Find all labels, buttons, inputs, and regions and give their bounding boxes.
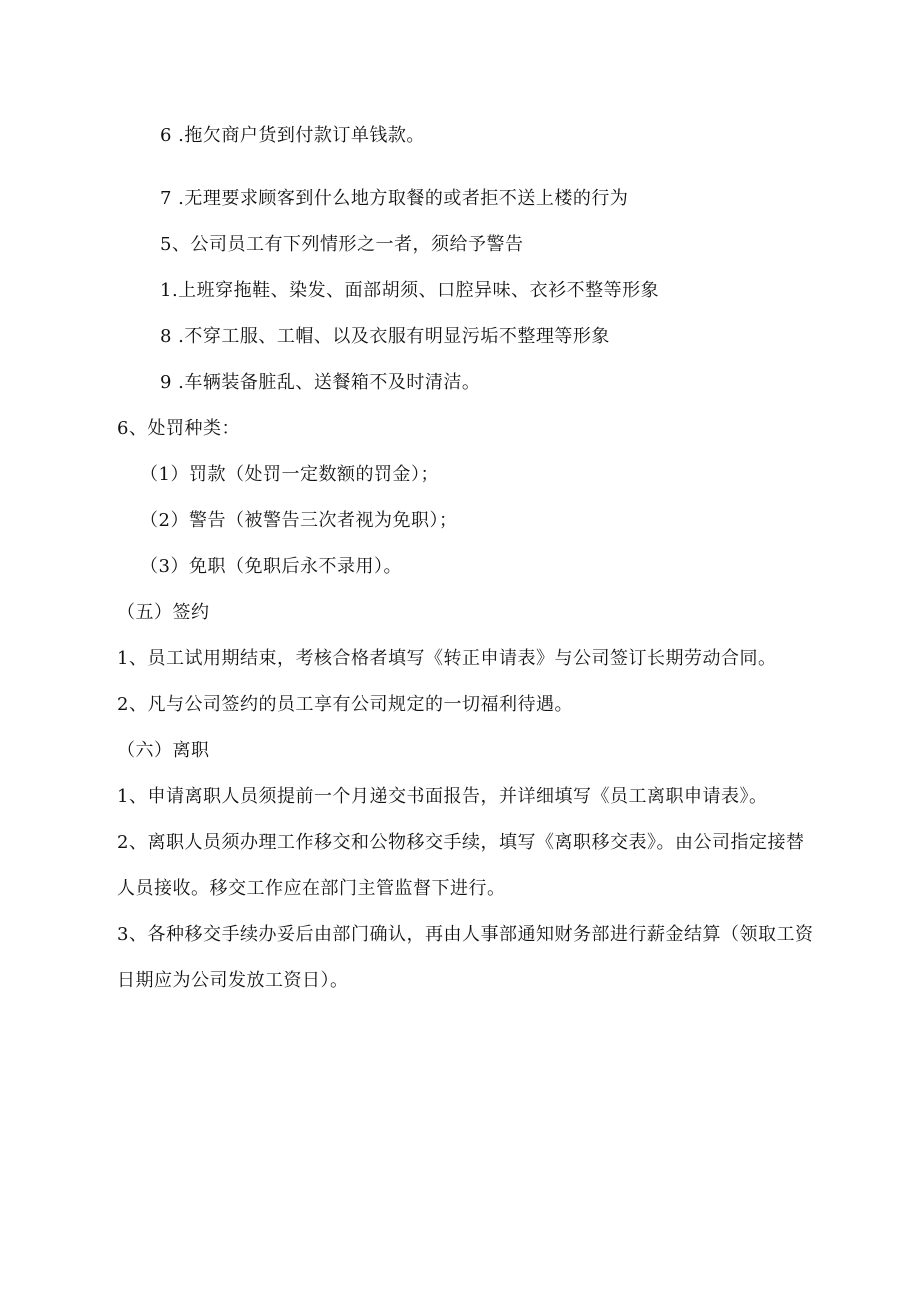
section-heading: （五）签约	[117, 602, 210, 623]
text-line: （1）罚款（处罚一定数额的罚金）；	[140, 464, 439, 485]
text-line: 2、离职人员须办理工作移交和公物移交手续，填写《离职移交表》。由公司指定接替	[117, 832, 805, 853]
text-line: （3）免职（免职后永不录用）。	[140, 556, 402, 577]
text-line: 8 .不穿工服、工帽、以及衣服有明显污垢不整理等形象	[160, 326, 610, 347]
text-line: 3、各种移交手续办妥后由部门确认，再由人事部通知财务部进行薪金结算（领取工资	[117, 924, 814, 945]
text-line: 6 .拖欠商户货到付款订单钱款。	[160, 125, 425, 146]
text-line: 1、员工试用期结束，考核合格者填写《转正申请表》与公司签订长期劳动合同。	[117, 648, 777, 669]
text-line: 5、公司员工有下列情形之一者，须给予警告	[160, 234, 524, 255]
text-line: （2）警告（被警告三次者视为免职）；	[140, 510, 458, 531]
section-heading: （六）离职	[117, 740, 210, 761]
section-heading: 6、处罚种类：	[117, 418, 240, 439]
text-line: 1、申请离职人员须提前一个月递交书面报告，并详细填写《员工离职申请表》。	[117, 786, 768, 807]
text-line: 9 .车辆装备脏乱、送餐箱不及时清洁。	[160, 372, 481, 393]
text-line: 日期应为公司发放工资日）。	[117, 970, 349, 991]
text-line: 1.上班穿拖鞋、染发、面部胡须、口腔异味、衣衫不整等形象	[160, 280, 660, 301]
text-line: 7 .无理要求顾客到什么地方取餐的或者拒不送上楼的行为	[160, 188, 629, 209]
text-line: 人员接收。移交工作应在部门主管监督下进行。	[117, 878, 506, 899]
text-line: 2、凡与公司签约的员工享有公司规定的一切福利待遇。	[117, 694, 573, 715]
